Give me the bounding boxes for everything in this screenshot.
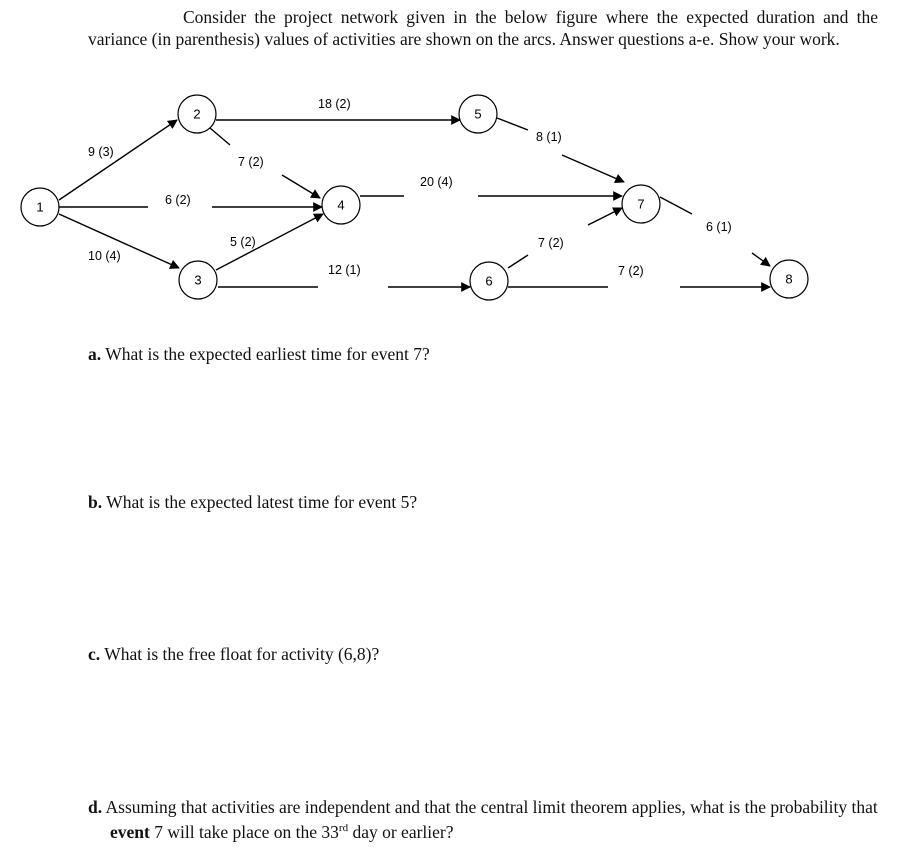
question-a-text: What is the expected earliest time for event 7?	[105, 344, 430, 364]
project-network-diagram	[0, 0, 915, 330]
activity-label-1-4: 6 (2)	[165, 193, 191, 207]
question-a-letter: a.	[88, 344, 102, 364]
problem-statement: Consider the project network given in the below figure where the expected duration and the variance (in parenthesis) values of activities are shown on the arcs. Answer questions a-e. Show your work.	[88, 7, 878, 49]
activity-label-3-6: 12 (1)	[328, 263, 361, 277]
event-label-3: 3	[194, 272, 202, 288]
question-c-text: What is the free float for activity (6,8)?	[104, 644, 380, 664]
event-label-8: 8	[785, 271, 793, 287]
arc-5-7-start	[497, 118, 528, 130]
activity-label-1-2: 9 (3)	[88, 145, 114, 159]
event-label-5: 5	[474, 106, 482, 122]
question-d-bold-event: event	[110, 821, 150, 842]
question-b	[88, 492, 417, 513]
activity-label-1-3: 10 (4)	[88, 249, 121, 263]
event-label-7: 7	[637, 196, 645, 212]
question-d-superscript: rd	[338, 822, 349, 834]
question-c-letter: c.	[88, 644, 101, 664]
arc-7-8-end	[752, 253, 770, 266]
arc-2-4-start	[210, 128, 230, 145]
activity-label-5-7: 8 (1)	[536, 130, 562, 144]
arc-1-2	[59, 120, 177, 200]
activity-label-4-7: 20 (4)	[420, 175, 453, 189]
question-c	[88, 644, 379, 665]
question-d-letter: d.	[88, 797, 103, 817]
activity-label-6-7: 7 (2)	[538, 236, 564, 250]
question-d-text-1: Assuming that activities are independent and that the central limit theorem applies, what is the probability that	[105, 797, 878, 817]
arc-2-4-end	[282, 175, 320, 198]
question-a	[88, 344, 430, 365]
arc-7-8-start	[660, 197, 692, 214]
arc-6-7-end	[588, 208, 622, 225]
activity-label-2-4: 7 (2)	[238, 155, 264, 169]
activity-label-2-5: 18 (2)	[318, 97, 351, 111]
event-label-4: 4	[337, 197, 345, 213]
activity-label-7-8: 6 (1)	[706, 220, 732, 234]
event-label-2: 2	[193, 106, 201, 122]
event-label-6: 6	[485, 273, 493, 289]
event-label-1: 1	[36, 199, 44, 215]
question-b-letter: b.	[88, 492, 103, 512]
question-b-text: What is the expected latest time for event 5?	[106, 492, 418, 512]
question-d	[88, 797, 910, 843]
arc-6-7-start	[508, 255, 528, 268]
activity-label-6-8: 7 (2)	[618, 264, 644, 278]
question-d-text-3: day or earlier?	[348, 821, 454, 842]
activity-label-3-4: 5 (2)	[230, 235, 256, 249]
arc-5-7-end	[562, 155, 624, 182]
question-d-text-2: 7 will take place on the 33	[149, 821, 339, 842]
